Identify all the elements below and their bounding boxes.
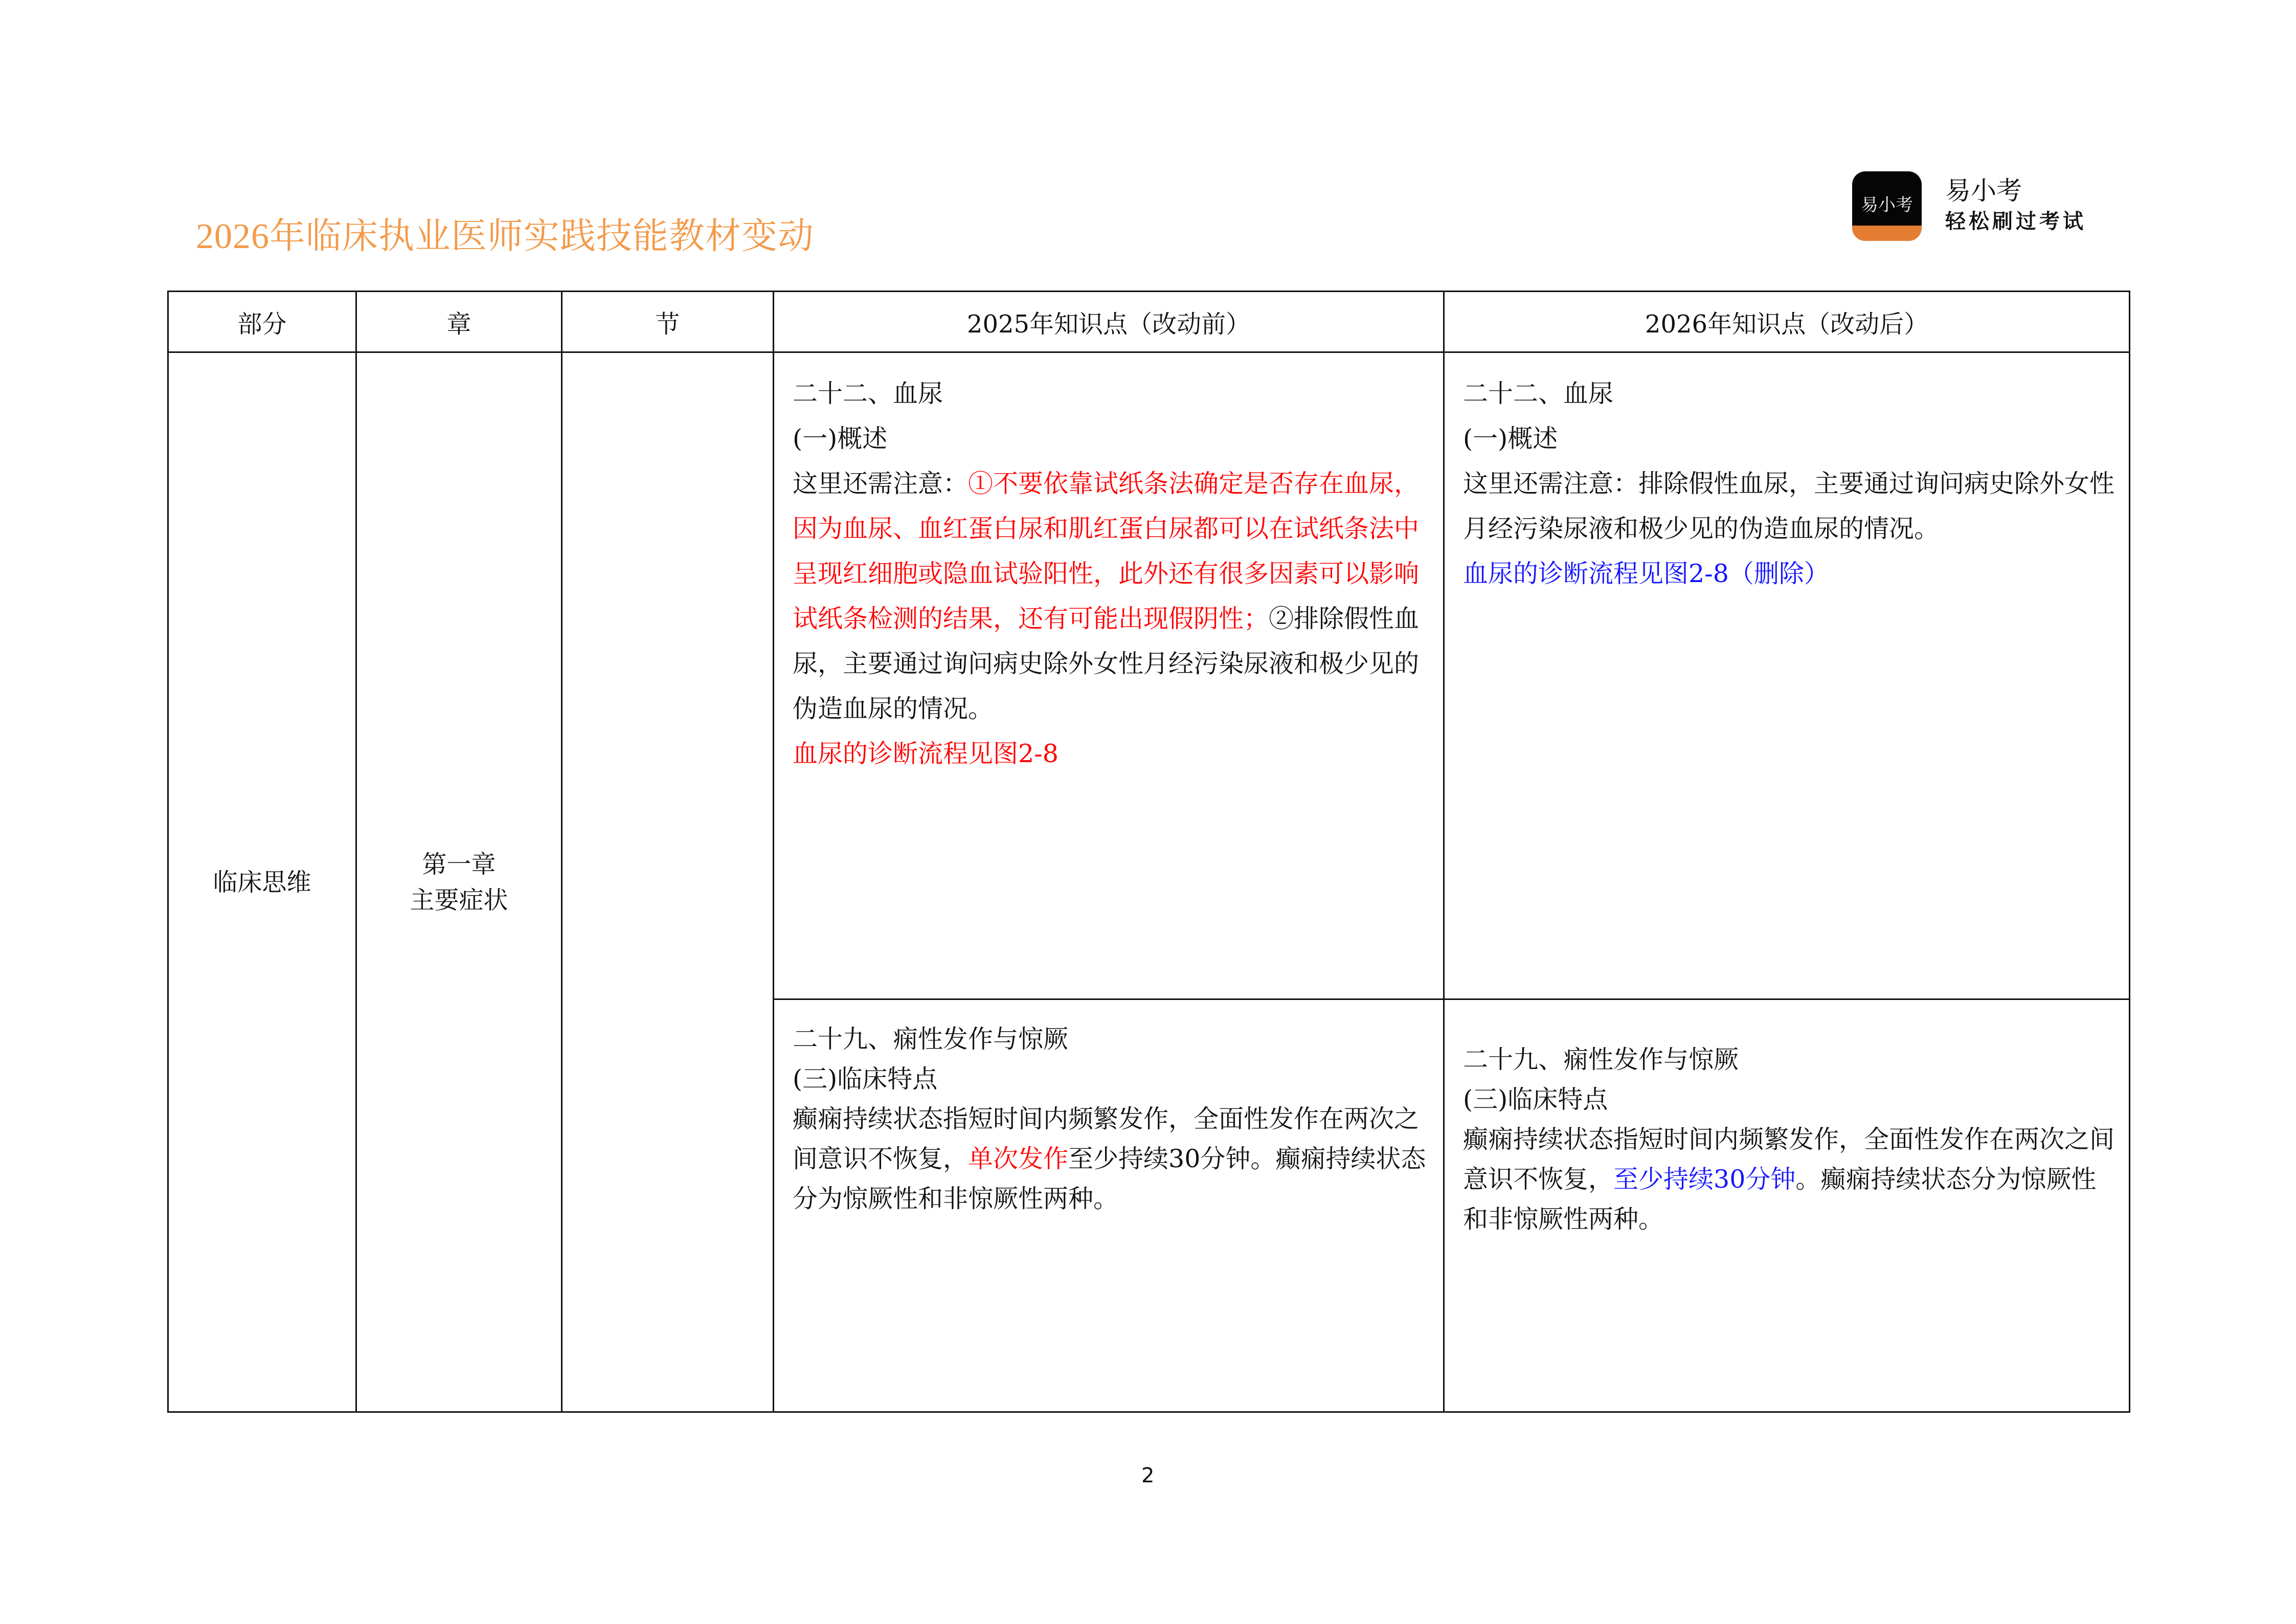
brand-name: 易小考 — [1945, 176, 2022, 206]
chapter-cell — [356, 352, 562, 1412]
old-content-cell — [774, 352, 1444, 999]
header-2025-before: 2025年知识点（改动前） — [774, 292, 1444, 352]
old-subheading: (一)概述 — [793, 424, 888, 453]
brand-slogan: 轻松刷过考试 — [1945, 210, 2086, 233]
page-number: 2 — [1141, 1464, 1155, 1487]
old-removed-figure-ref: 血尿的诊断流程见图2-8 — [793, 739, 1059, 768]
new-subheading: (一)概述 — [1463, 424, 1558, 453]
old-heading: 二十九、痫性发作与惊厥 — [793, 1025, 1069, 1054]
header-2026-after: 2026年知识点（改动后） — [1444, 292, 2130, 352]
old-removed-text: ①不要依靠试纸条法确定是否存在血尿，因为血尿、血红蛋白尿和肌红蛋白尿都可以在试纸条法中呈现红细胞或隐血试验阳性，此外还有很多因素可以影响试纸条检测的结果，还有可能出现假阴性； — [793, 469, 1420, 633]
old-kept-text: ②排除假性血尿，主要通过询问病史除外女性月经污染尿液和极少见的伪造血尿的情况。 — [793, 604, 1420, 723]
app-icon-orange-band — [1852, 226, 1922, 241]
new-changed-text: 至少持续30分钟 — [1613, 1165, 1796, 1194]
new-heading: 二十九、痫性发作与惊厥 — [1463, 1045, 1739, 1074]
old-body-start: 癫痫持续状态指短时间内频繁发作，全面性发作在两次之间意识不恢复， — [793, 1104, 1420, 1173]
changes-table — [167, 291, 2130, 1413]
document-title: 2026年临床执业医师实践技能教材变动 — [196, 217, 814, 256]
old-subheading: (三)临床特点 — [793, 1064, 938, 1094]
new-body-end: 。癫痫持续状态分为惊厥性和非惊厥性两种。 — [1463, 1165, 2097, 1234]
new-changed-figure-ref: 血尿的诊断流程见图2-8（删除） — [1463, 559, 1829, 588]
new-body-start: 癫痫持续状态指短时间内频繁发作，全面性发作在两次之间意识不恢复， — [1463, 1125, 2115, 1194]
section-cell — [562, 352, 774, 1412]
part-cell — [168, 352, 356, 1412]
table-header-row — [168, 292, 2130, 352]
old-body-end: 至少持续30分钟。癫痫持续状态分为惊厥性和非惊厥性两种。 — [793, 1144, 1426, 1213]
header-part: 部分 — [168, 292, 356, 352]
new-content-cell — [1444, 352, 2130, 999]
new-heading: 二十二、血尿 — [1463, 379, 1614, 408]
old-removed-text: 单次发作 — [968, 1144, 1069, 1173]
header-chapter: 章 — [356, 292, 562, 352]
old-content-cell — [774, 999, 1444, 1412]
brand-logo — [1852, 171, 2086, 241]
app-icon — [1852, 171, 1922, 241]
old-intro: 这里还需注意： — [793, 469, 969, 498]
new-body: 这里还需注意：排除假性血尿，主要通过询问病史除外女性月经污染尿液和极少见的伪造血尿的情况。 — [1463, 469, 2115, 543]
new-content-cell — [1444, 999, 2130, 1412]
brand-text — [1945, 175, 2086, 237]
header-section: 节 — [562, 292, 774, 352]
part-label: 临床思维 — [213, 867, 311, 897]
app-icon-text: 易小考 — [1861, 195, 1913, 215]
table-row — [168, 352, 2130, 999]
new-subheading: (三)临床特点 — [1463, 1085, 1608, 1114]
old-heading: 二十二、血尿 — [793, 379, 943, 408]
chapter-title: 主要症状 — [410, 885, 508, 915]
chapter-number: 第一章 — [422, 850, 496, 879]
